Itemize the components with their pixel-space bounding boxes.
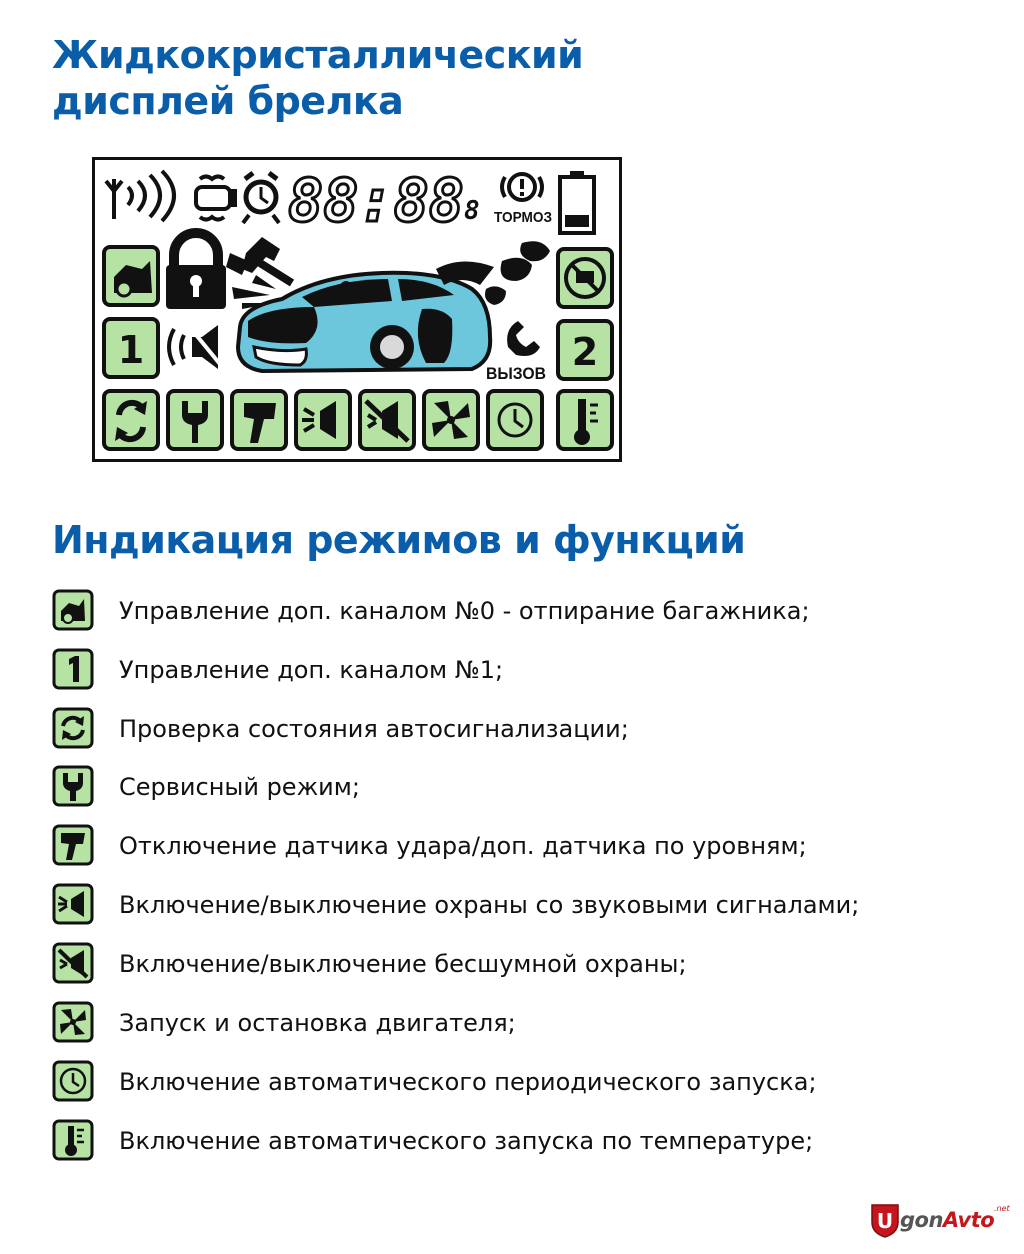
watermark-word-red: Avto [942,1208,995,1232]
list-item-label: Включение автоматического периодического запуска; [119,1068,817,1096]
siren-muted-icon [52,942,94,984]
list-item [52,824,952,868]
list-item [52,648,952,692]
list-item [52,589,952,633]
lcd-channel-2-label: 2 [571,330,599,374]
lcd-shock-sensor-icon [232,391,286,449]
lcd-timer-clock-icon [488,391,542,449]
lcd-service-wrench-icon [168,391,222,449]
lcd-siren-muted-icon [360,391,414,449]
lcd-clock-suffix: 8 [464,196,480,226]
lcd-display [92,157,622,462]
list-item [52,942,952,986]
list-item-label: Отключение датчика удара/доп. датчика по уровням; [119,832,807,860]
lcd-siren-on-icon [296,391,350,449]
siren-on-icon [52,883,94,925]
lcd-status-check-icon [104,391,158,449]
watermark-letter: U [876,1209,894,1233]
site-watermark [870,1200,1010,1240]
watermark-word [900,1208,994,1232]
lcd-channel-1-label: 1 [117,328,145,372]
channel-1-icon [52,648,94,690]
list-item-label: Запуск и остановка двигателя; [119,1009,516,1037]
timer-clock-icon [52,1060,94,1102]
lcd-clock-digits: 88:88 [288,166,464,236]
call-label: ВЫЗОВ [486,364,546,383]
service-wrench-icon [52,765,94,807]
lcd-no-car-icon [558,249,612,307]
list-item [52,1119,952,1163]
engine-fan-icon [52,1001,94,1043]
list-item [52,1001,952,1045]
list-item-label: Сервисный режим; [119,773,360,801]
brake-label: ТОРМОЗ [494,209,552,226]
list-item-label: Включение/выключение бесшумной охраны; [119,950,687,978]
list-item [52,707,952,751]
list-item [52,765,952,809]
list-item-label: Включение автоматического запуска по температуре; [119,1127,814,1155]
list-item-label: Проверка состояния автосигнализации; [119,715,629,743]
status-check-icon [52,707,94,749]
list-item-label: Включение/выключение охраны со звуковыми сигналами; [119,891,860,919]
trunk-open-icon [52,589,94,631]
shield-logo-icon [870,1202,900,1238]
lcd-trunk-icon [104,247,158,305]
lcd-engine-fan-icon [424,391,478,449]
shock-sensor-icon [52,824,94,866]
page-title-line1: Жидкокристаллический [52,33,584,77]
list-item-label: Управление доп. каналом №1; [119,656,504,684]
page-title [52,32,583,124]
thermometer-icon [52,1119,94,1161]
list-item-label: Управление доп. каналом №0 - отпирание багажника; [119,597,810,625]
watermark-suffix: .net [994,1204,1010,1213]
watermark-word-gray: gon [900,1208,943,1232]
section-title: Индикация режимов и функций [52,518,746,562]
list-item [52,883,952,927]
list-item [52,1060,952,1104]
battery-icon [560,171,594,233]
lcd-thermometer-icon [558,391,612,449]
page-title-line2: дисплей брелка [52,79,404,123]
